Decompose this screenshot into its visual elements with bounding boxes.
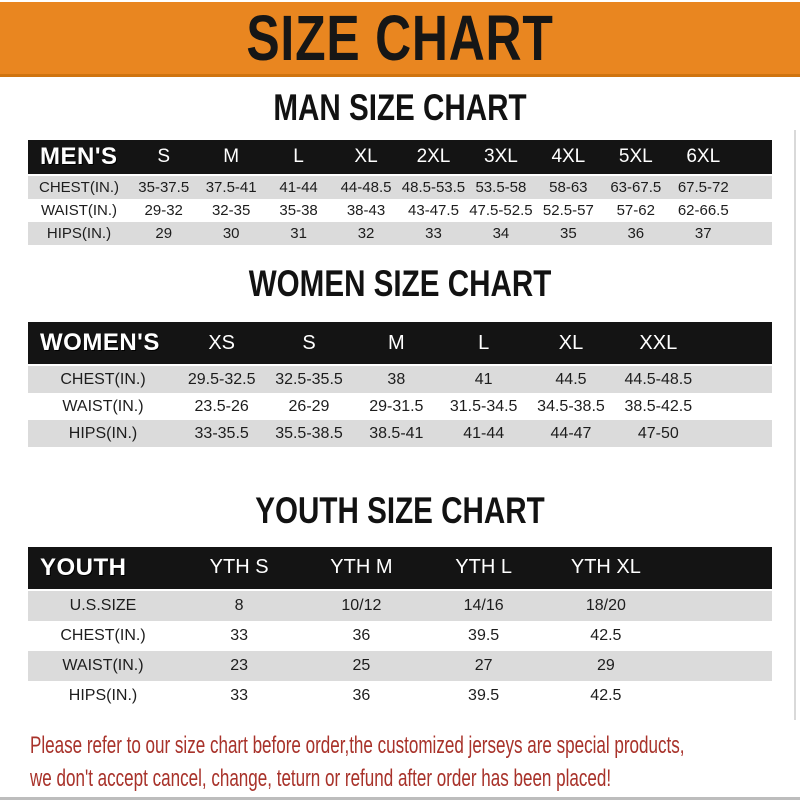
size-value-cell: 39.5 [423,621,545,651]
table-title-cell: WOMEN'S [28,322,178,365]
size-value-cell: 35.5-38.5 [265,420,352,447]
size-value-cell: 42.5 [545,681,667,711]
spacer-cell [667,621,772,651]
spacer-cell [737,140,772,175]
size-value-cell: 48.5-53.5 [400,175,467,199]
banner [0,0,800,77]
size-value-cell: 44.5-48.5 [615,365,702,393]
size-column-header: L [440,322,527,365]
size-column-header: YTH L [423,547,545,590]
table-title-cell: YOUTH [28,547,178,590]
size-value-cell: 29.5-32.5 [178,365,265,393]
size-value-cell: 36 [300,621,422,651]
size-value-cell: 41-44 [440,420,527,447]
size-value-cell: 31.5-34.5 [440,393,527,420]
size-column-header: L [265,140,332,175]
right-edge-artifact [794,130,796,720]
spacer-cell [702,365,772,393]
table-row [28,199,772,222]
measure-label-cell: HIPS(IN.) [28,222,130,245]
size-column-header: M [197,140,264,175]
size-value-cell: 52.5-57 [535,199,602,222]
spacer-cell [737,199,772,222]
size-value-cell: 10/12 [300,590,422,621]
size-value-cell: 44-48.5 [332,175,399,199]
spacer-cell [667,681,772,711]
size-value-cell: 42.5 [545,621,667,651]
size-value-cell: 58-63 [535,175,602,199]
size-value-cell: 39.5 [423,681,545,711]
size-value-cell: 53.5-58 [467,175,534,199]
size-column-header: YTH M [300,547,422,590]
size-value-cell: 23 [178,651,300,681]
size-value-cell: 36 [602,222,669,245]
size-value-cell: 63-67.5 [602,175,669,199]
size-value-cell: 36 [300,681,422,711]
size-value-cell: 44.5 [527,365,614,393]
size-column-header: S [130,140,197,175]
size-column-header: XXL [615,322,702,365]
size-column-header: M [353,322,440,365]
spacer-cell [667,547,772,590]
measure-label-cell: WAIST(IN.) [28,651,178,681]
size-value-cell: 47-50 [615,420,702,447]
size-value-cell: 33-35.5 [178,420,265,447]
measure-label-cell: HIPS(IN.) [28,420,178,447]
spacer-cell [702,420,772,447]
table-row [28,590,772,621]
measure-label-cell: CHEST(IN.) [28,621,178,651]
size-value-cell: 30 [197,222,264,245]
size-value-cell: 26-29 [265,393,352,420]
size-column-header: 5XL [602,140,669,175]
size-value-cell: 37.5-41 [197,175,264,199]
spacer-cell [737,175,772,199]
table-header-row [28,547,772,590]
size-column-header: 3XL [467,140,534,175]
size-value-cell: 62-66.5 [670,199,738,222]
size-value-cell: 32 [332,222,399,245]
size-table [28,322,772,447]
table-header-row [28,140,772,175]
size-column-header: 4XL [535,140,602,175]
size-table [28,140,772,245]
spacer-cell [667,651,772,681]
spacer-cell [667,590,772,621]
size-charts [0,87,800,711]
size-column-header: YTH S [178,547,300,590]
section-heading: YOUTH SIZE CHART [255,490,545,532]
size-value-cell: 25 [300,651,422,681]
table-title-cell: MEN'S [28,140,130,175]
size-value-cell: 37 [670,222,738,245]
table-row [28,222,772,245]
size-value-cell: 38 [353,365,440,393]
footer-line-1: Please refer to our size chart before order,the customized jerseys are special products, [30,731,685,759]
spacer-cell [737,222,772,245]
size-value-cell: 34.5-38.5 [527,393,614,420]
size-value-cell: 33 [178,681,300,711]
table-row [28,621,772,651]
size-column-header: 2XL [400,140,467,175]
size-value-cell: 32.5-35.5 [265,365,352,393]
measure-label-cell: HIPS(IN.) [28,681,178,711]
size-value-cell: 8 [178,590,300,621]
size-value-cell: 32-35 [197,199,264,222]
size-value-cell: 57-62 [602,199,669,222]
size-value-cell: 29-32 [130,199,197,222]
size-value-cell: 41-44 [265,175,332,199]
section-heading: WOMEN SIZE CHART [248,262,552,304]
size-value-cell: 35-37.5 [130,175,197,199]
size-value-cell: 38.5-42.5 [615,393,702,420]
size-value-cell: 67.5-72 [670,175,738,199]
table-row [28,175,772,199]
size-value-cell: 29 [545,651,667,681]
size-value-cell: 41 [440,365,527,393]
size-column-header: 6XL [670,140,738,175]
size-value-cell: 34 [467,222,534,245]
spacer-cell [702,322,772,365]
size-value-cell: 31 [265,222,332,245]
footer-note [0,729,800,795]
table-row [28,420,772,447]
measure-label-cell: WAIST(IN.) [28,393,178,420]
size-table [28,547,772,711]
size-value-cell: 35 [535,222,602,245]
table-row [28,651,772,681]
measure-label-cell: CHEST(IN.) [28,365,178,393]
measure-label-cell: WAIST(IN.) [28,199,130,222]
size-value-cell: 38-43 [332,199,399,222]
size-column-header: XS [178,322,265,365]
size-column-header: XL [332,140,399,175]
table-row [28,365,772,393]
measure-label-cell: CHEST(IN.) [28,175,130,199]
size-value-cell: 43-47.5 [400,199,467,222]
table-row [28,393,772,420]
size-column-header: XL [527,322,614,365]
table-header-row [28,322,772,365]
size-column-header: S [265,322,352,365]
size-value-cell: 29-31.5 [353,393,440,420]
footer-line-2: we don't accept cancel, change, teturn or refund after order has been placed! [30,764,612,792]
size-value-cell: 14/16 [423,590,545,621]
measure-label-cell: U.S.SIZE [28,590,178,621]
size-value-cell: 33 [400,222,467,245]
size-value-cell: 47.5-52.5 [467,199,534,222]
size-value-cell: 35-38 [265,199,332,222]
table-row [28,681,772,711]
size-column-header: YTH XL [545,547,667,590]
size-value-cell: 27 [423,651,545,681]
size-value-cell: 23.5-26 [178,393,265,420]
size-value-cell: 44-47 [527,420,614,447]
spacer-cell [702,393,772,420]
section-heading: MAN SIZE CHART [273,87,527,128]
size-value-cell: 38.5-41 [353,420,440,447]
size-value-cell: 33 [178,621,300,651]
size-value-cell: 18/20 [545,590,667,621]
banner-title: SIZE CHART [246,2,554,74]
size-value-cell: 29 [130,222,197,245]
